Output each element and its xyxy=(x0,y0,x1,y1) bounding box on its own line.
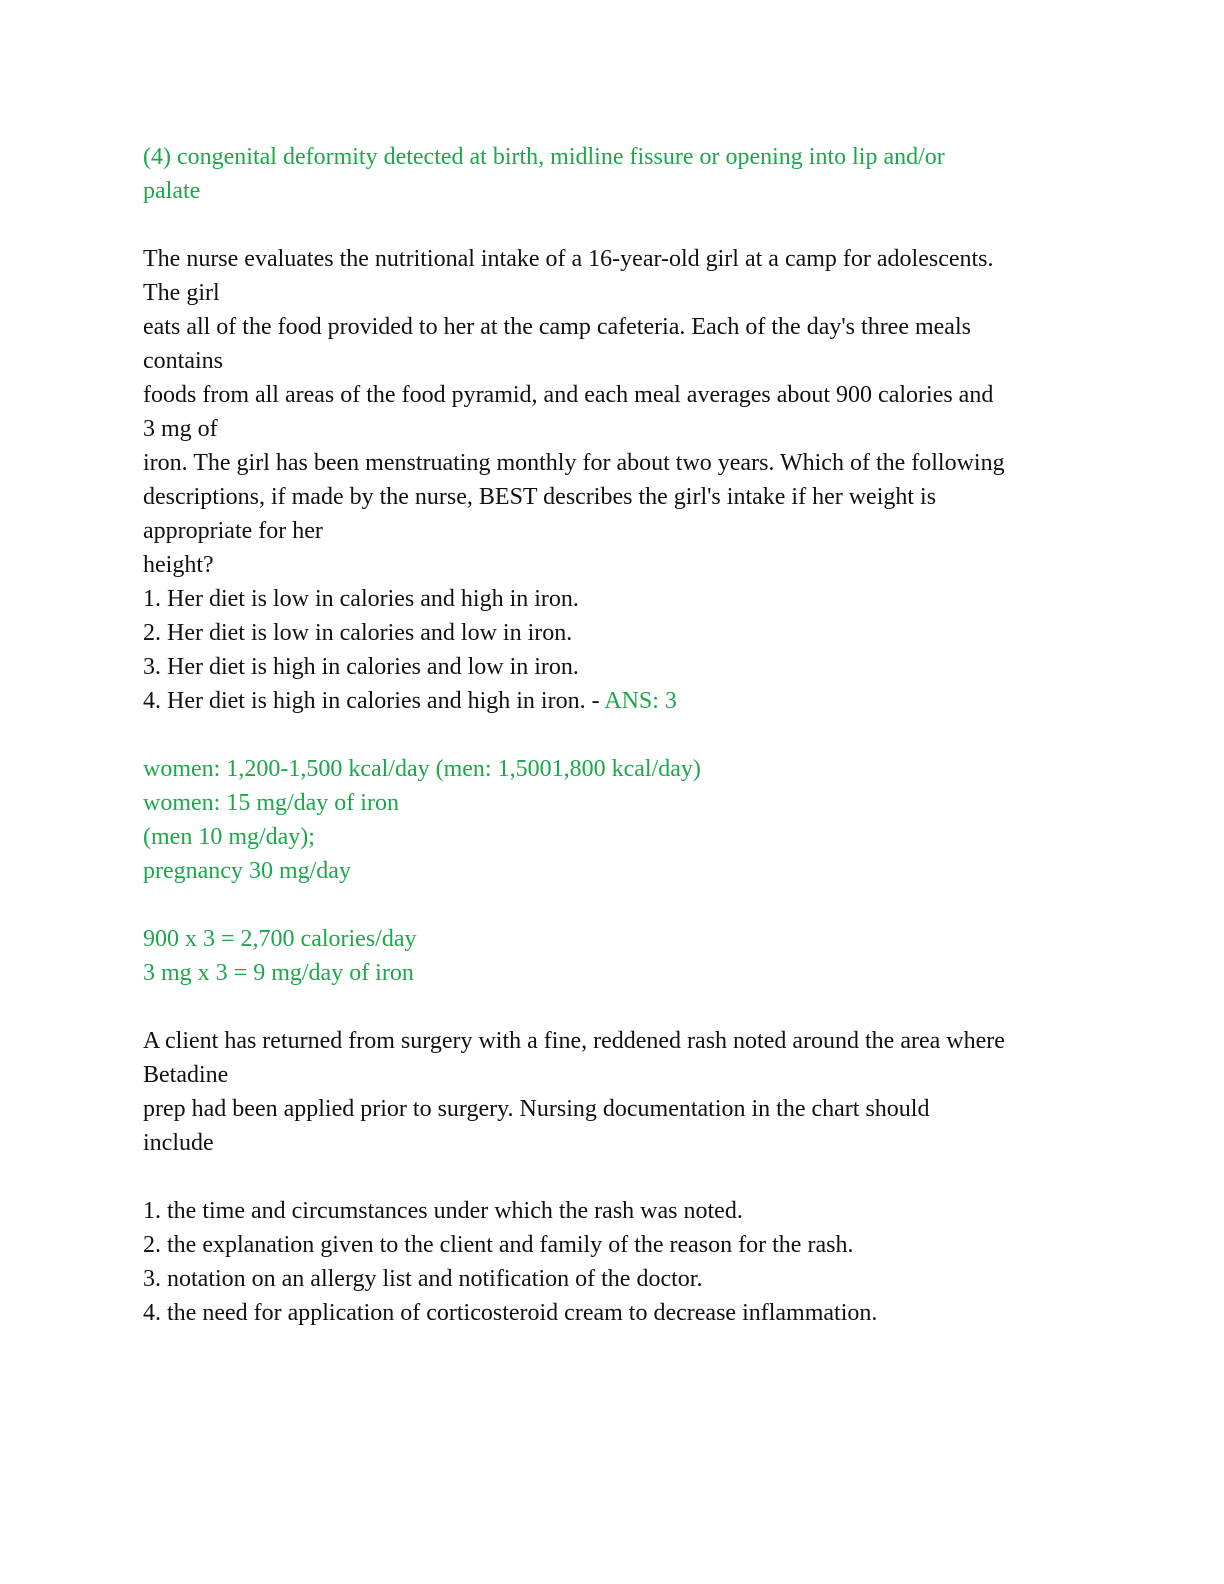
question-stem-line: contains xyxy=(143,348,223,374)
question-stem-line: include xyxy=(143,1130,214,1156)
answer-text-line: palate xyxy=(143,178,201,204)
rationale-line: women: 1,200-1,500 kcal/day (men: 1,5001,800 kcal/day) xyxy=(143,756,701,782)
answer-text-line: (4) congenital deformity detected at birth, midline fissure or opening into lip and/or xyxy=(143,144,945,170)
question-stem-line: Betadine xyxy=(143,1062,229,1088)
rationale-1 xyxy=(143,752,1103,888)
answer-option: 2. the explanation given to the client and family of the reason for the rash. xyxy=(143,1232,854,1258)
question-stem-line: height? xyxy=(143,552,214,578)
paragraph-gap xyxy=(143,888,1103,922)
paragraph-gap xyxy=(143,208,1103,242)
paragraph-gap xyxy=(143,718,1103,752)
question-stem-line: foods from all areas of the food pyramid, and each meal averages about 900 calories and xyxy=(143,382,994,408)
question-stem-line: prep had been applied prior to surgery. Nursing documentation in the chart should xyxy=(143,1096,930,1122)
answer-key: ANS: 3 xyxy=(604,688,677,714)
rationale-line: pregnancy 30 mg/day xyxy=(143,858,351,884)
rationale-line: women: 15 mg/day of iron xyxy=(143,790,399,816)
question-stem-line: eats all of the food provided to her at the camp cafeteria. Each of the day's three meals xyxy=(143,314,971,340)
calculation-1 xyxy=(143,922,1103,990)
question-stem-line: iron. The girl has been menstruating monthly for about two years. Which of the following xyxy=(143,450,1005,476)
answer-option: 1. the time and circumstances under which the rash was noted. xyxy=(143,1198,743,1224)
paragraph-gap xyxy=(143,1160,1103,1194)
answer-option: 4. Her diet is high in calories and high in iron. - xyxy=(143,688,605,714)
question-2 xyxy=(143,1024,1103,1330)
question-stem-line: A client has returned from surgery with a fine, reddened rash noted around the area where xyxy=(143,1028,1005,1054)
paragraph-gap xyxy=(143,990,1103,1024)
previous-answer-block xyxy=(143,140,1103,208)
answer-option: 3. notation on an allergy list and notification of the doctor. xyxy=(143,1266,703,1292)
question-stem-line: appropriate for her xyxy=(143,518,323,544)
question-stem-line: 3 mg of xyxy=(143,416,218,442)
answer-option: 3. Her diet is high in calories and low in iron. xyxy=(143,654,579,680)
answer-option: 2. Her diet is low in calories and low in iron. xyxy=(143,620,573,646)
answer-option: 4. the need for application of corticosteroid cream to decrease inflammation. xyxy=(143,1300,878,1326)
rationale-line: (men 10 mg/day); xyxy=(143,824,315,850)
question-stem-line: The nurse evaluates the nutritional intake of a 16-year-old girl at a camp for adolescents. xyxy=(143,246,994,272)
calculation-line: 900 x 3 = 2,700 calories/day xyxy=(143,926,417,952)
calculation-line: 3 mg x 3 = 9 mg/day of iron xyxy=(143,960,414,986)
answer-option: 1. Her diet is low in calories and high in iron. xyxy=(143,586,579,612)
answer-option-with-key xyxy=(143,684,1103,718)
question-stem-line: descriptions, if made by the nurse, BEST describes the girl's intake if her weight is xyxy=(143,484,937,510)
document-page xyxy=(143,140,1103,1330)
question-1 xyxy=(143,242,1103,718)
question-stem-line: The girl xyxy=(143,280,220,306)
